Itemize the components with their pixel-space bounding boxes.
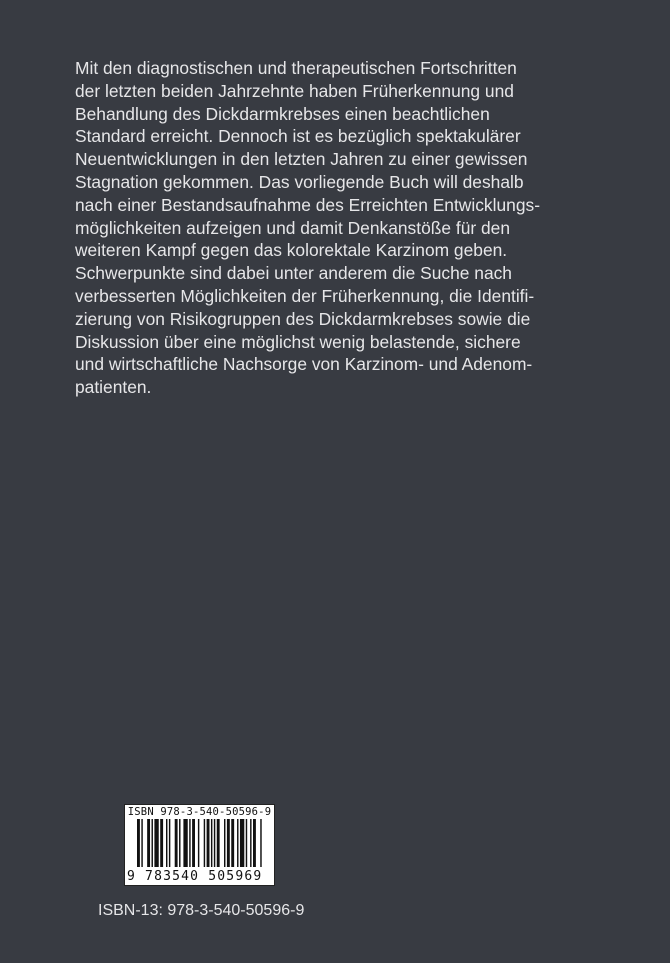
barcode-bar: [260, 819, 261, 867]
barcode-bar: [240, 819, 244, 867]
barcode-bar: [183, 819, 187, 867]
barcode-bar: [179, 819, 180, 867]
blurb-line: möglichkeiten aufzeigen und damit Denkanstöße für den: [75, 217, 511, 238]
blurb-line: verbesserten Möglichkeiten der Früherkennung, die Identifi-: [75, 285, 535, 306]
blurb-line: Neuentwicklungen in den letzten Jahren zu einer gewissen: [75, 149, 528, 170]
barcode-bar: [169, 819, 170, 867]
barcode-bar: [175, 819, 178, 867]
barcode-bar: [253, 819, 256, 867]
barcode-bar: [204, 819, 205, 867]
blurb-line: Behandlung des Dickdarmkrebses einen beachtlichen: [75, 103, 490, 124]
blurb-line: Schwerpunkte sind dabei unter anderem die Suche nach: [75, 263, 512, 284]
barcode-bar: [137, 819, 140, 867]
barcode-digits: 9 783540 505969: [127, 869, 263, 884]
barcode-bar: [152, 819, 153, 867]
blurb-line: zierung von Risikogruppen des Dickdarmkrebses sowie die: [75, 308, 531, 329]
barcode-bar: [246, 819, 247, 867]
barcode-bar: [141, 819, 142, 867]
blurb-line: nach einer Bestandsaufnahme des Erreichten Entwicklungs-: [75, 194, 540, 215]
barcode-bar: [207, 819, 210, 867]
barcode-bar: [237, 819, 238, 867]
back-cover-blurb: [75, 57, 635, 399]
barcode-bar: [147, 819, 150, 867]
blurb-line: Mit den diagnostischen und therapeutischen Fortschritten: [75, 58, 517, 78]
isbn-13-text: ISBN-13: 978-3-540-50596-9: [98, 902, 305, 919]
blurb-line: der letzten beiden Jahrzehnte haben Früherkennung und: [75, 80, 514, 101]
blurb-line: weiteren Kampf gegen das kolorektale Karzinom geben.: [75, 240, 508, 261]
blurb-line: Diskussion über eine möglichst wenig belastende, sichere: [75, 331, 521, 352]
barcode-bar: [224, 819, 225, 867]
blurb-line: Stagnation gekommen. Das vorliegende Buch will deshalb: [75, 171, 524, 192]
barcode-bar: [166, 819, 167, 867]
barcode-bar: [227, 819, 230, 867]
barcode-bar: [192, 819, 195, 867]
blurb-line: und wirtschaftliche Nachsorge von Karzinom- und Adenom-: [75, 354, 533, 375]
barcode-bar: [217, 819, 220, 867]
barcode-bar: [154, 819, 158, 867]
isbn-barcode: [124, 804, 275, 886]
blurb-line: patienten.: [75, 377, 152, 398]
barcode-bar: [198, 819, 199, 867]
barcode-isbn-label: ISBN 978-3-540-50596-9: [127, 806, 272, 818]
barcode-bar: [189, 819, 190, 867]
barcode-bars: [125, 819, 274, 869]
barcode-bar: [211, 819, 212, 867]
blurb-line: Standard erreicht. Dennoch ist es bezüglich spektakulärer: [75, 126, 521, 147]
barcode-bar: [250, 819, 251, 867]
barcode-bar: [160, 819, 163, 867]
barcode-bar: [214, 819, 215, 867]
barcode-bar: [231, 819, 234, 867]
